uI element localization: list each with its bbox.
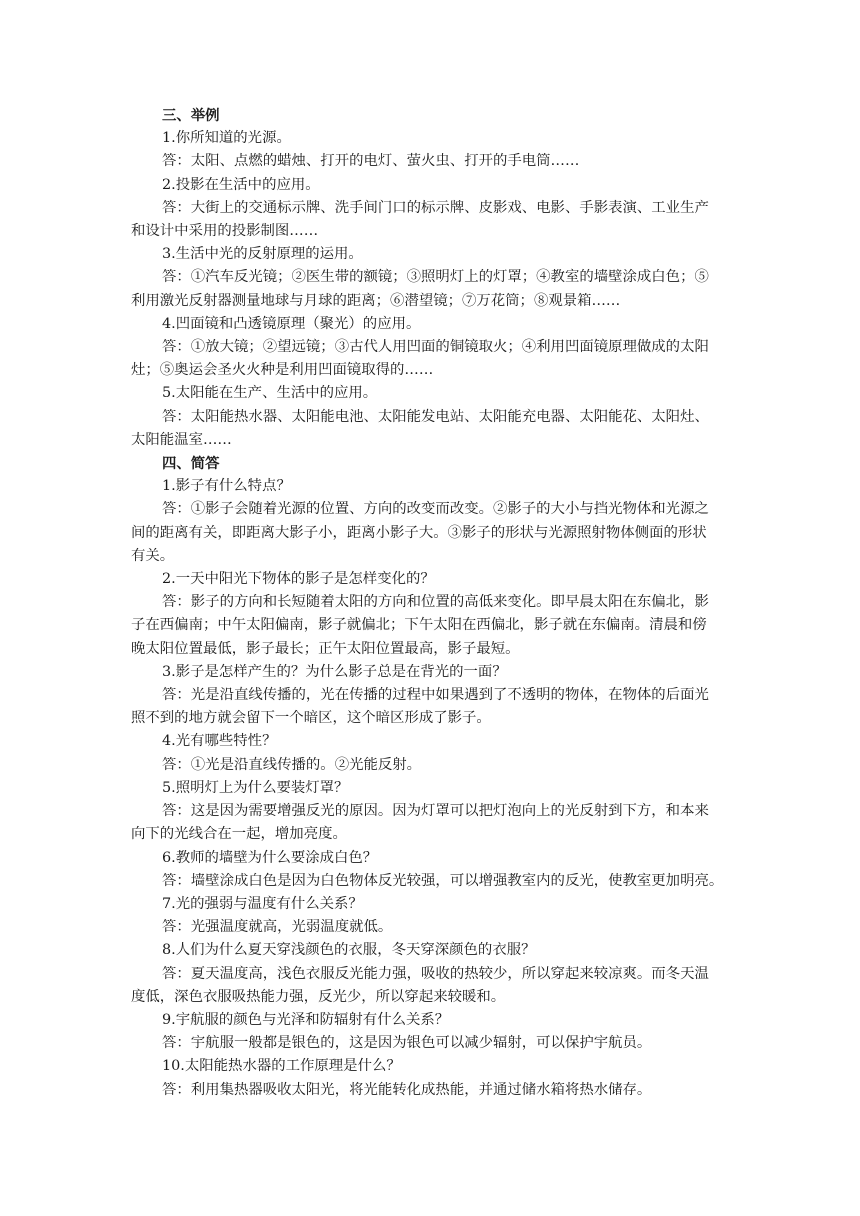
- text-line: 和设计中采用的投影制图……: [131, 223, 319, 240]
- question-line: 6.教师的墙壁为什么要涂成白色？: [162, 849, 378, 866]
- answer-line: 答：光是沿直线传播的，光在传播的过程中如果遇到了不透明的物体，在物体的后面光: [162, 687, 709, 704]
- question-line: 8.人们为什么夏天穿浅颜色的衣服，冬天穿深颜色的衣服？: [162, 942, 536, 959]
- question-line: 1.你所知道的光源。: [162, 130, 291, 147]
- question-line: 2.一天中阳光下物体的影子是怎样变化的？: [162, 571, 435, 588]
- answer-line: 答：①放大镜；②望远镜；③古代人用凹面的铜镜取火；④利用凹面镜原理做成的太阳: [162, 339, 709, 356]
- answer-line: 答：利用集热器吸收太阳光，将光能转化成热能，并通过储水箱将热水储存。: [162, 1081, 652, 1098]
- text-line: 晚太阳位置最低，影子最长；正午太阳位置最高，影子最短。: [131, 640, 520, 657]
- section-heading: 四、简答: [162, 455, 220, 473]
- answer-line: 答：这是因为需要增强反光的原因。因为灯罩可以把灯泡向上的光反射到下方，和本来: [162, 803, 709, 820]
- section-1: [131, 104, 732, 452]
- text-line: 照不到的地方就会留下一个暗区，这个暗区形成了影子。: [131, 710, 491, 727]
- answer-line: 答：①影子会随着光源的位置、方向的改变而改变。②影子的大小与挡光物体和光源之: [162, 501, 709, 518]
- answer-line: 答：宇航服一般都是银色的，这是因为银色可以减少辐射，可以保护宇航员。: [162, 1035, 652, 1052]
- answer-line: 答：光强温度就高，光弱温度就低。: [162, 919, 393, 936]
- question-line: 3.影子是怎样产生的？为什么影子总是在背光的一面？: [162, 663, 507, 680]
- question-line: 4.凹面镜和凸透镜原理（聚光）的应用。: [162, 315, 421, 332]
- answer-line: 答：夏天温度高，浅色衣服反光能力强，吸收的热较少，所以穿起来较凉爽。而冬天温: [162, 965, 709, 982]
- text-line: 利用激光反射器测量地球与月球的距离；⑥潜望镜；⑦万花筒；⑧观景箱……: [131, 292, 621, 309]
- question-line: 10.太阳能热水器的工作原理是什么？: [162, 1058, 401, 1075]
- section-heading: 三、举例: [162, 107, 220, 124]
- answer-line: 答：①汽车反光镜；②医生带的额镜；③照明灯上的灯罩；④教室的墙壁涂成白色；⑤: [162, 269, 709, 286]
- text-line: 灶；⑤奥运会圣火火种是利用凹面镜取得的……: [131, 362, 434, 379]
- document-body: [131, 104, 732, 1102]
- answer-line: 答：墙壁涂成白色是因为白色物体反光较强，可以增强教室内的反光，使教室更加明亮。: [162, 872, 724, 889]
- answer-line: 答：①光是沿直线传播的。②光能反射。: [162, 756, 422, 773]
- answer-line: 答：影子的方向和长短随着太阳的方向和位置的高低来变化。即早晨太阳在东偏北，影: [162, 594, 709, 611]
- question-line: 7.光的强弱与温度有什么关系？: [162, 895, 363, 912]
- text-line: 太阳能温室……: [131, 431, 232, 448]
- question-line: 2.投影在生活中的应用。: [162, 176, 320, 193]
- answer-line: 答：太阳能热水器、太阳能电池、太阳能发电站、太阳能充电器、太阳能花、太阳灶、: [162, 408, 709, 425]
- text-line: 度低，深色衣服吸热能力强，反光少，所以穿起来较暖和。: [131, 988, 506, 1005]
- answer-line: 答：大街上的交通标示牌、洗手间门口的标示牌、皮影戏、电影、手影表演、工业生产: [162, 199, 709, 216]
- section-2: [131, 452, 732, 1102]
- question-line: 5.照明灯上为什么要装灯罩？: [162, 779, 349, 796]
- text-line: 子在西偏南；中午太阳偏南，影子就偏北；下午太阳在西偏北，影子就在东偏南。清晨和傍: [131, 617, 707, 634]
- text-line: 有关。: [131, 547, 175, 564]
- question-line: 4.光有哪些特性？: [162, 733, 277, 750]
- answer-line: 答：太阳、点燃的蜡烛、打开的电灯、萤火虫、打开的手电筒……: [162, 153, 580, 170]
- question-line: 9.宇航服的颜色与光泽和防辐射有什么关系？: [162, 1011, 450, 1028]
- question-line: 1.影子有什么特点？: [162, 478, 291, 495]
- question-line: 5.太阳能在生产、生活中的应用。: [162, 385, 378, 402]
- text-line: 间的距离有关，即距离大影子小，距离小影子大。③影子的形状与光源照射物体侧面的形状: [131, 524, 707, 541]
- question-line: 3.生活中光的反射原理的运用。: [162, 246, 363, 263]
- text-line: 向下的光线合在一起，增加亮度。: [131, 826, 347, 843]
